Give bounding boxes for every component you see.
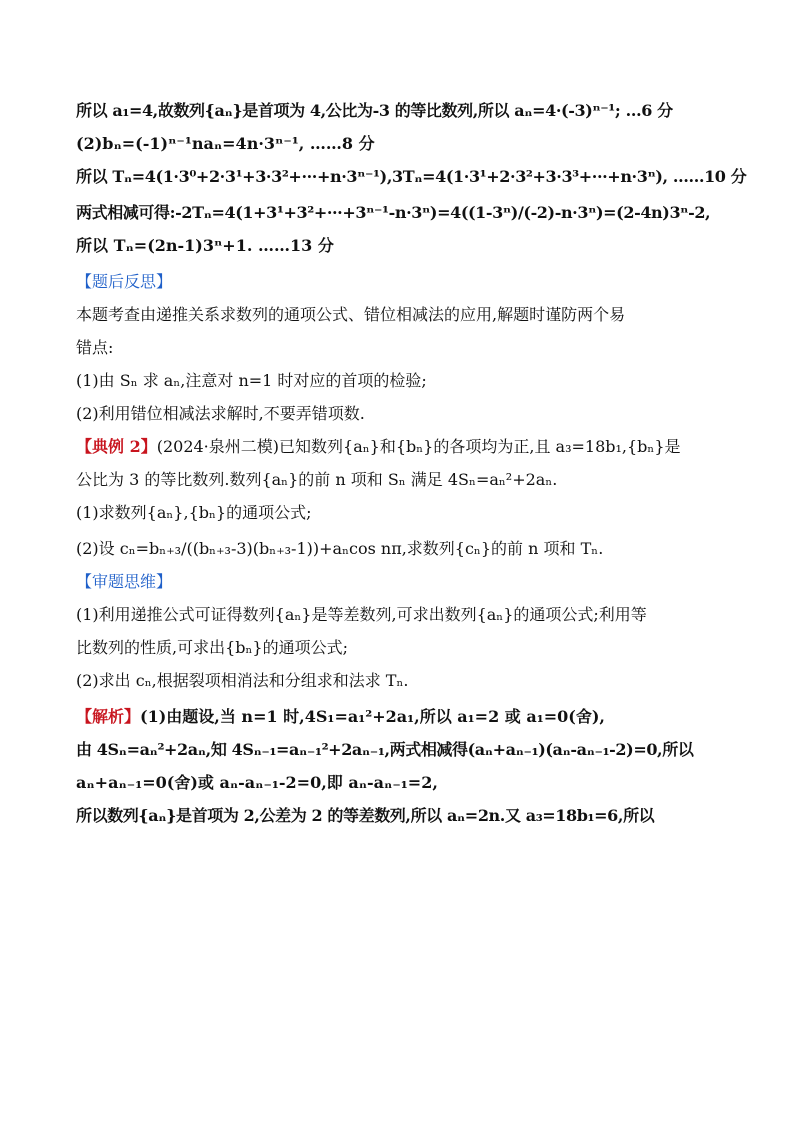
section-heading-thinking: 【审题思维】 xyxy=(76,572,173,591)
analysis-line-3: aₙ+aₙ₋₁=0(舍)或 aₙ-aₙ₋₁-2=0,即 aₙ-aₙ₋₁=2, xyxy=(76,773,438,792)
analysis-text: (1)由题设,当 n=1 时,4S₁=a₁²+2a₁,所以 a₁=2 或 a₁=0(舍), xyxy=(140,707,605,726)
example-2-question-2: (2)设 cₙ=bₙ₊₃/((bₙ₊₃-3)(bₙ₊₃-1))+aₙcos nπ,求数列{cₙ}的前 n 项和 Tₙ. xyxy=(76,539,604,558)
section-heading-reflection: 【题后反思】 xyxy=(76,272,173,291)
thinking-line-2: 比数列的性质,可求出{bₙ}的通项公式; xyxy=(76,638,349,657)
example-2-line-1 xyxy=(76,436,718,458)
solution-line-1: 所以 a₁=4,故数列{aₙ}是首项为 4,公比为-3 的等比数列,所以 aₙ=4·(-3)ⁿ⁻¹; …6 分 xyxy=(76,101,673,120)
analysis-line-4: 所以数列{aₙ}是首项为 2,公差为 2 的等差数列,所以 aₙ=2n.又 a₃=18b₁=6,所以 xyxy=(76,806,655,825)
solution-line-5: 所以 Tₙ=(2n-1)3ⁿ+1. ……13 分 xyxy=(76,236,334,255)
document-page xyxy=(76,100,747,838)
example-2-line-2: 公比为 3 的等比数列.数列{aₙ}的前 n 项和 Sₙ 满足 4Sₙ=aₙ²+2aₙ. xyxy=(76,470,558,489)
solution-line-3: 所以 Tₙ=4(1·3⁰+2·3¹+3·3²+···+n·3ⁿ⁻¹),3Tₙ=4(1·3¹+2·3²+3·3³+···+n·3ⁿ), ……10 分 xyxy=(76,167,747,186)
reflection-point-1: (1)由 Sₙ 求 aₙ,注意对 n=1 时对应的首项的检验; xyxy=(76,371,427,390)
reflection-line-1: 本题考查由递推关系求数列的通项公式、错位相减法的应用,解题时谨防两个易 xyxy=(76,305,626,324)
example-2-label: 【典例 2】 xyxy=(76,437,157,456)
analysis-line-2: 由 4Sₙ=aₙ²+2aₙ,知 4Sₙ₋₁=aₙ₋₁²+2aₙ₋₁,两式相减得(aₙ+aₙ₋₁)(aₙ-aₙ₋₁-2)=0,所以 xyxy=(76,740,694,759)
analysis-line-1 xyxy=(76,706,718,728)
thinking-line-1: (1)利用递推公式可证得数列{aₙ}是等差数列,可求出数列{aₙ}的通项公式;利用等 xyxy=(76,605,647,624)
analysis-label: 【解析】 xyxy=(76,707,141,726)
example-2-text: (2024·泉州二模)已知数列{aₙ}和{bₙ}的各项均为正,且 a₃=18b₁,{bₙ}是 xyxy=(156,437,681,456)
example-2-question-1: (1)求数列{aₙ},{bₙ}的通项公式; xyxy=(76,503,312,522)
solution-line-2: (2)bₙ=(-1)ⁿ⁻¹naₙ=4n·3ⁿ⁻¹, ……8 分 xyxy=(76,134,375,153)
solution-line-4: 两式相减可得:-2Tₙ=4(1+3¹+3²+···+3ⁿ⁻¹-n·3ⁿ)=4((1-3ⁿ)/(-2)-n·3ⁿ)=(2-4n)3ⁿ-2, xyxy=(76,203,711,222)
reflection-point-2: (2)利用错位相减法求解时,不要弄错项数. xyxy=(76,404,365,423)
reflection-line-2: 错点: xyxy=(76,338,114,357)
thinking-line-3: (2)求出 cₙ,根据裂项相消法和分组求和法求 Tₙ. xyxy=(76,671,409,690)
